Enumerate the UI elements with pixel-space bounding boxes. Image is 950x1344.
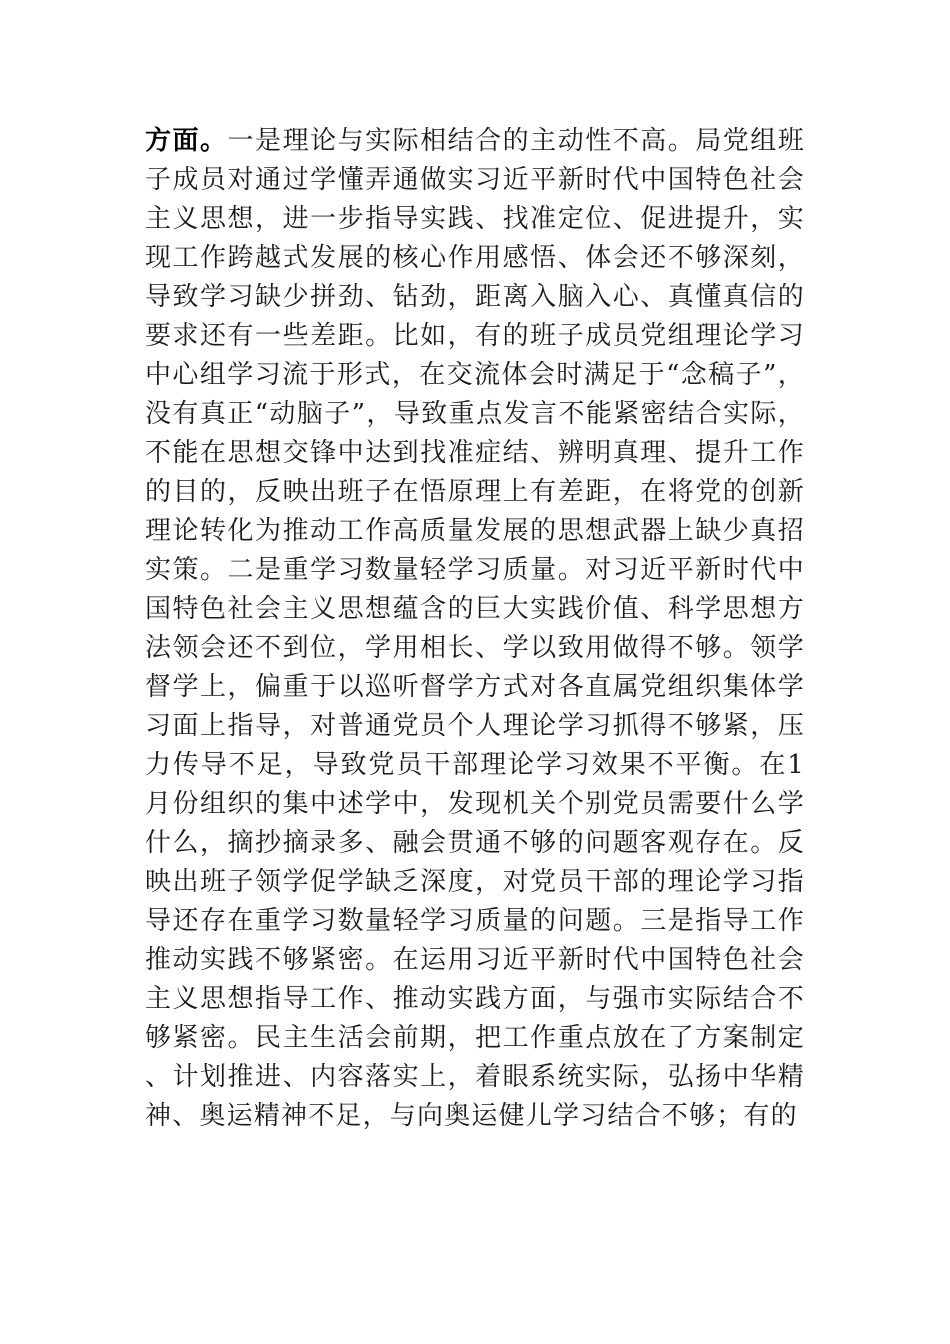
paragraph-text: 一是理论与实际相结合的主动性不高。局党组班子成员对通过学懂弄通做实习近平新时代中国特色社会主义思想，进一步指导实践、找准定位、促进提升，实现工作跨越式发展的核心作用感悟、体会还不够深刻，导致学习缺少拼劲、钻劲，距离入脑入心、真懂真信的要求还有一些差距。比如，有的班子成员党组理论学习中心组学习流于形式，在交流体会时满足于“念稿子”，没有真正“动脑子”，导致重点发言不能紧密结合实际，不能在思想交锋中达到找准症结、辨明真理、提升工作的目的，反映出班子在悟原理上有差距，在将党的创新理论转化为推动工作高质量发展的思想武器上缺少真招实策。二是重学习数量轻学习质量。对习近平新时代中国特色社会主义思想蕴含的巨大实践价值、科学思想方法领会还不到位，学用相长、学以致用做得不够。领学督学上，偏重于以巡听督学方式对各直属党组织集体学习面上指导，对普通党员个人理论学习抓得不够紧，压力传导不足，导致党员干部理论学习效果不平衡。在1月份组织的集中述学中，发现机关个别党员需要什么学什么，摘抄摘录多、融会贯通不够的问题客观存在。反映出班子领学促学缺乏深度，对党员干部的理论学习指导还存在重学习数量轻学习质量的问题。三是指导工作推动实践不够紧密。在运用习近平新时代中国特色社会主义思想指导工作、推动实践方面，与强市实际结合不够紧密。民主生活会前期，把工作重点放在了方案制定、计划推进、内容落实上，着眼系统实际，弘扬中华精神、奥运精神不足，与向奥运健儿学习结合不够；有的 (145, 126, 805, 1131)
section-lead-heading: 方面。 (145, 126, 228, 156)
body-paragraph (145, 122, 805, 1136)
